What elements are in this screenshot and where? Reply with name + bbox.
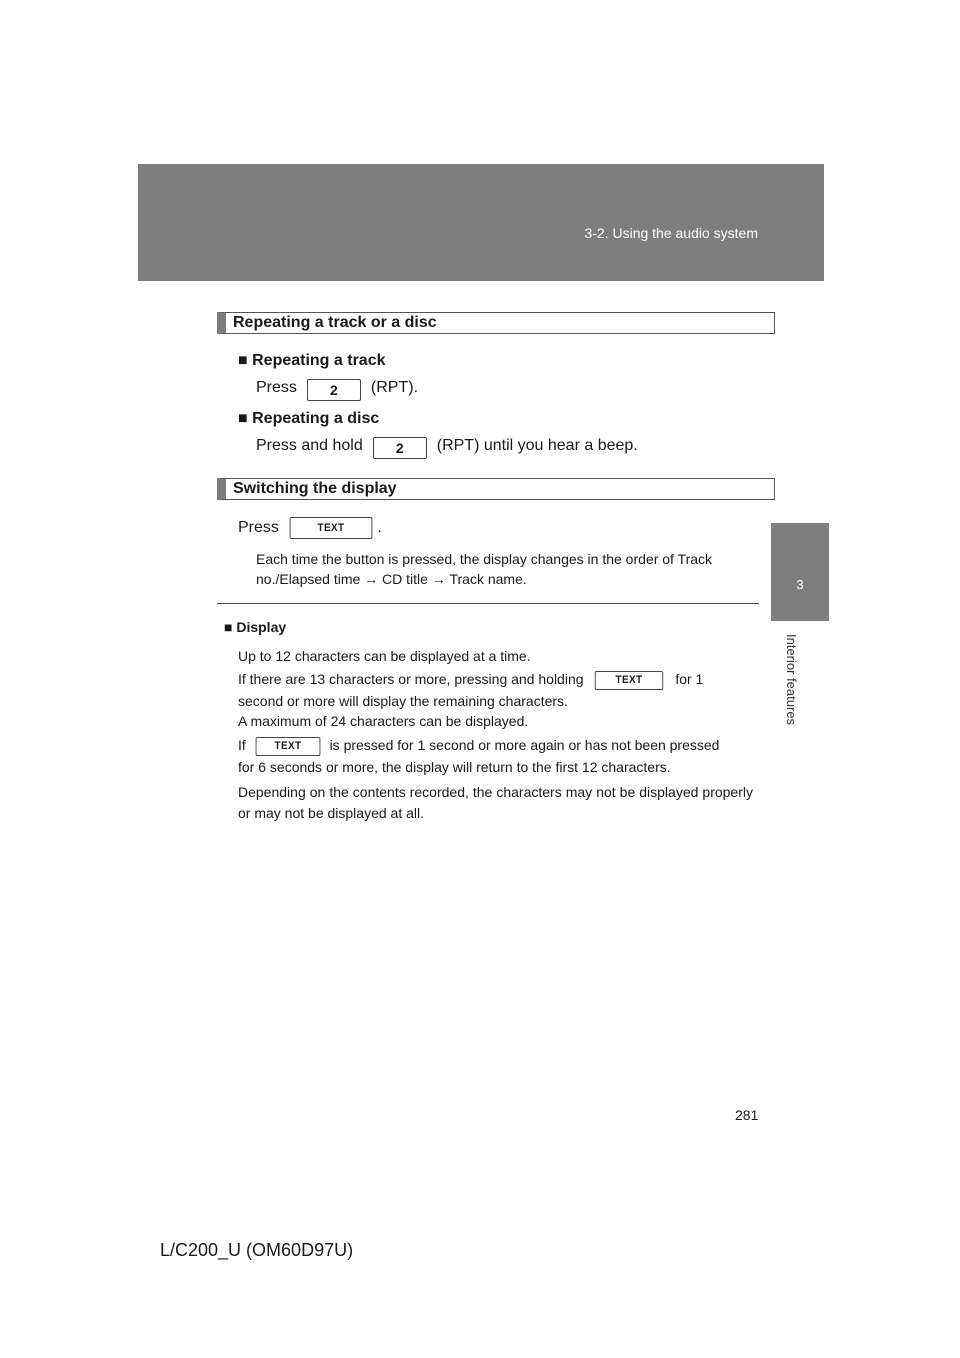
instruction-repeat-track [256, 377, 418, 399]
note-p4-b: is pressed for 1 second or more again or has not been pressed [329, 737, 720, 753]
note-p2-a: If there are 13 characters or more, pressing and holding [238, 671, 584, 687]
instruction-display [238, 517, 382, 539]
note-p4-a: If [238, 737, 246, 753]
chapter-tab [771, 523, 829, 621]
rpt-beep-label: (RPT) until you hear a beep. [436, 437, 638, 455]
chapter-number: 3 [796, 577, 804, 592]
divider [217, 603, 759, 604]
note-p2-c: second or more will display the remaining characters. [238, 693, 568, 709]
heading-repeat: Repeating a track or a disc [217, 312, 775, 334]
heading-display: Switching the display [217, 478, 775, 500]
display-desc-line2: no./Elapsed time → CD title → Track name. [256, 571, 527, 587]
note-p5: Depending on the contents recorded, the characters may not be displayed properly or may not be displayed at all. [238, 784, 753, 821]
key-text-button: TEXT [255, 737, 320, 756]
note-p2-b: for 1 [675, 671, 704, 687]
press-label: Press [238, 519, 279, 537]
display-desc-line1: Each time the button is pressed, the display changes in the order of Track [256, 551, 713, 567]
note-p4-c: for 6 seconds or more, the display will return to the first 12 characters. [238, 759, 671, 775]
key-2-button: 2 [307, 379, 361, 401]
instruction-repeat-disc [256, 435, 638, 457]
press-label: Press [256, 379, 297, 397]
note-title: ■ Display [224, 619, 287, 635]
note-p3: A maximum of 24 characters can be displayed. [238, 713, 529, 729]
note-p2 [238, 669, 753, 690]
rpt-label: (RPT). [370, 379, 419, 397]
subheading-repeat-disc: ■ Repeating a disc [238, 410, 380, 427]
page-number: 281 [735, 1107, 759, 1123]
note-p4 [238, 735, 753, 756]
key-text-button: TEXT [290, 517, 373, 539]
subheading-repeat-track: ■ Repeating a track [238, 352, 386, 369]
header-band [138, 164, 824, 281]
key-text-button: TEXT [595, 671, 663, 690]
period: . [377, 519, 382, 537]
press-hold-label: Press and hold [256, 437, 363, 455]
note-p1: Up to 12 characters can be displayed at a time. [238, 648, 531, 664]
section-title: 3-2. Using the audio system [584, 225, 758, 241]
chapter-label: Interior features [784, 634, 799, 726]
footer-code: L/C200_U (OM60D97U) [160, 1240, 354, 1260]
key-2-button: 2 [373, 437, 427, 459]
